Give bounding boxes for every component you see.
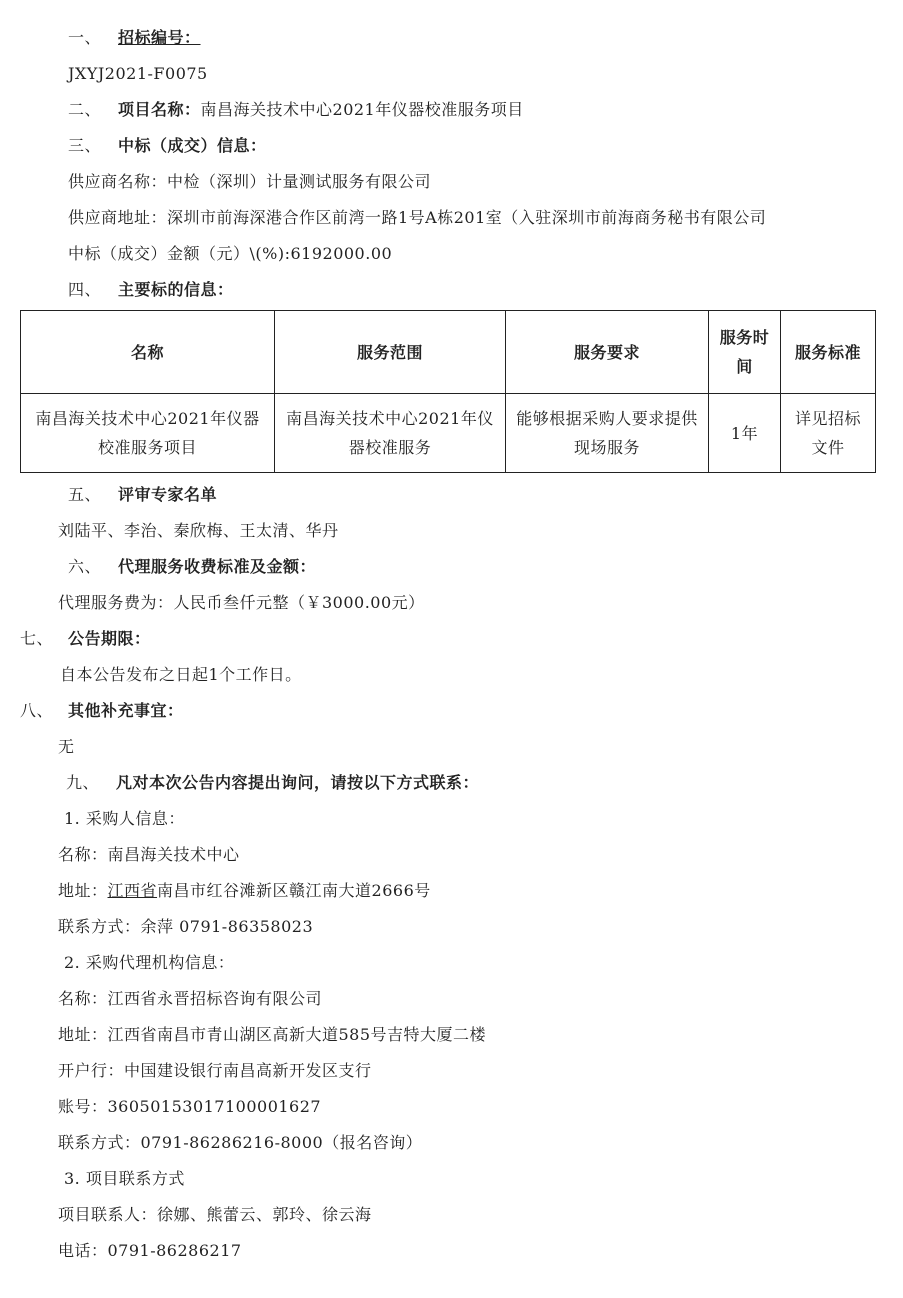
bid-number: JXYJ2021-F0075 (68, 64, 208, 83)
section-7-heading (20, 628, 151, 650)
award-amount: 中标（成交）金额（元）\(%):6192000.00 (68, 244, 393, 263)
section-3-heading (68, 135, 267, 157)
subject-info-table (20, 310, 876, 473)
table-header-cell: 名称 (21, 311, 275, 394)
table-header-cell: 服务要求 (506, 311, 709, 394)
section-number: 八、 (20, 701, 54, 720)
project-contact-heading: 3. 项目联系方式 (64, 1169, 185, 1188)
section-8-heading (20, 700, 184, 722)
table-cell: 1年 (709, 394, 781, 473)
table-cell: 能够根据采购人要求提供现场服务 (506, 394, 709, 473)
purchaser-heading: 1. 采购人信息： (64, 809, 185, 828)
section-5-heading (68, 484, 217, 506)
agency-phone: 联系方式：0791-86286216-8000（报名咨询） (58, 1133, 423, 1152)
section-9-heading (66, 772, 479, 794)
address-label: 地址： (58, 881, 108, 900)
project-name: 南昌海关技术中心2021年仪器校准服务项目 (200, 100, 524, 119)
agency-name: 名称：江西省永晋招标咨询有限公司 (58, 989, 323, 1008)
section-number: 二、 (68, 100, 102, 119)
section-number: 五、 (68, 485, 102, 504)
section-title: 凡对本次公告内容提出询问，请按以下方式联系： (116, 773, 480, 792)
project-contacts: 项目联系人：徐娜、熊蕾云、郭玲、徐云海 (58, 1205, 372, 1224)
table-cell: 详见招标文件 (781, 394, 876, 473)
table-header-row (21, 311, 876, 394)
section-6-heading (68, 556, 316, 578)
section-number: 四、 (68, 280, 102, 299)
province-link[interactable]: 江西省 (107, 881, 158, 900)
section-number: 七、 (20, 629, 54, 648)
agency-account: 账号：36050153017100001627 (58, 1097, 322, 1116)
purchaser-phone: 联系方式：余萍 0791-86358023 (58, 917, 314, 936)
section-number: 九、 (66, 773, 100, 792)
section-title: 其他补充事宜： (68, 701, 184, 720)
section-2-heading (68, 99, 524, 121)
supplier-address: 供应商地址：深圳市前海深港合作区前湾一路1号A栋201室（入驻深圳市前海商务秘书有限公司 (68, 208, 767, 227)
table-cell: 南昌海关技术中心2021年仪器校准服务项目 (21, 394, 275, 473)
agency-heading: 2. 采购代理机构信息： (64, 953, 235, 972)
project-phone: 电话：0791-86286217 (58, 1241, 242, 1260)
purchaser-name: 名称：南昌海关技术中心 (58, 845, 240, 864)
notice-period: 自本公告发布之日起1个工作日。 (60, 665, 302, 684)
table-header-cell: 服务时间 (709, 311, 781, 394)
table-row (21, 394, 876, 473)
section-title: 主要标的信息： (118, 280, 234, 299)
section-title: 评审专家名单 (118, 485, 218, 504)
purchaser-address (58, 880, 431, 902)
section-title: 项目名称： (118, 100, 201, 119)
table-cell: 南昌海关技术中心2021年仪器校准服务 (275, 394, 506, 473)
agency-address: 地址：江西省南昌市青山湖区高新大道585号吉特大厦二楼 (58, 1025, 487, 1044)
supplier-name: 供应商名称：中检（深圳）计量测试服务有限公司 (68, 172, 432, 191)
table-header-cell: 服务范围 (275, 311, 506, 394)
expert-list: 刘陆平、李治、秦欣梅、王太清、华丹 (58, 521, 339, 540)
section-title: 代理服务收费标准及金额： (118, 557, 317, 576)
section-1-heading (68, 27, 201, 49)
other-matters: 无 (58, 737, 75, 756)
section-title: 招标编号： (118, 28, 201, 47)
table-header-cell: 服务标准 (781, 311, 876, 394)
address-rest: 南昌市红谷滩新区赣江南大道2666号 (157, 881, 431, 900)
section-4-heading (68, 279, 234, 301)
agency-bank: 开户行：中国建设银行南昌高新开发区支行 (58, 1061, 372, 1080)
section-title: 中标（成交）信息： (118, 136, 267, 155)
section-title: 公告期限： (68, 629, 151, 648)
section-number: 六、 (68, 557, 102, 576)
section-number: 三、 (68, 136, 102, 155)
agency-fee: 代理服务费为：人民币叁仟元整（￥3000.00元） (58, 593, 425, 612)
section-number: 一、 (68, 28, 102, 47)
